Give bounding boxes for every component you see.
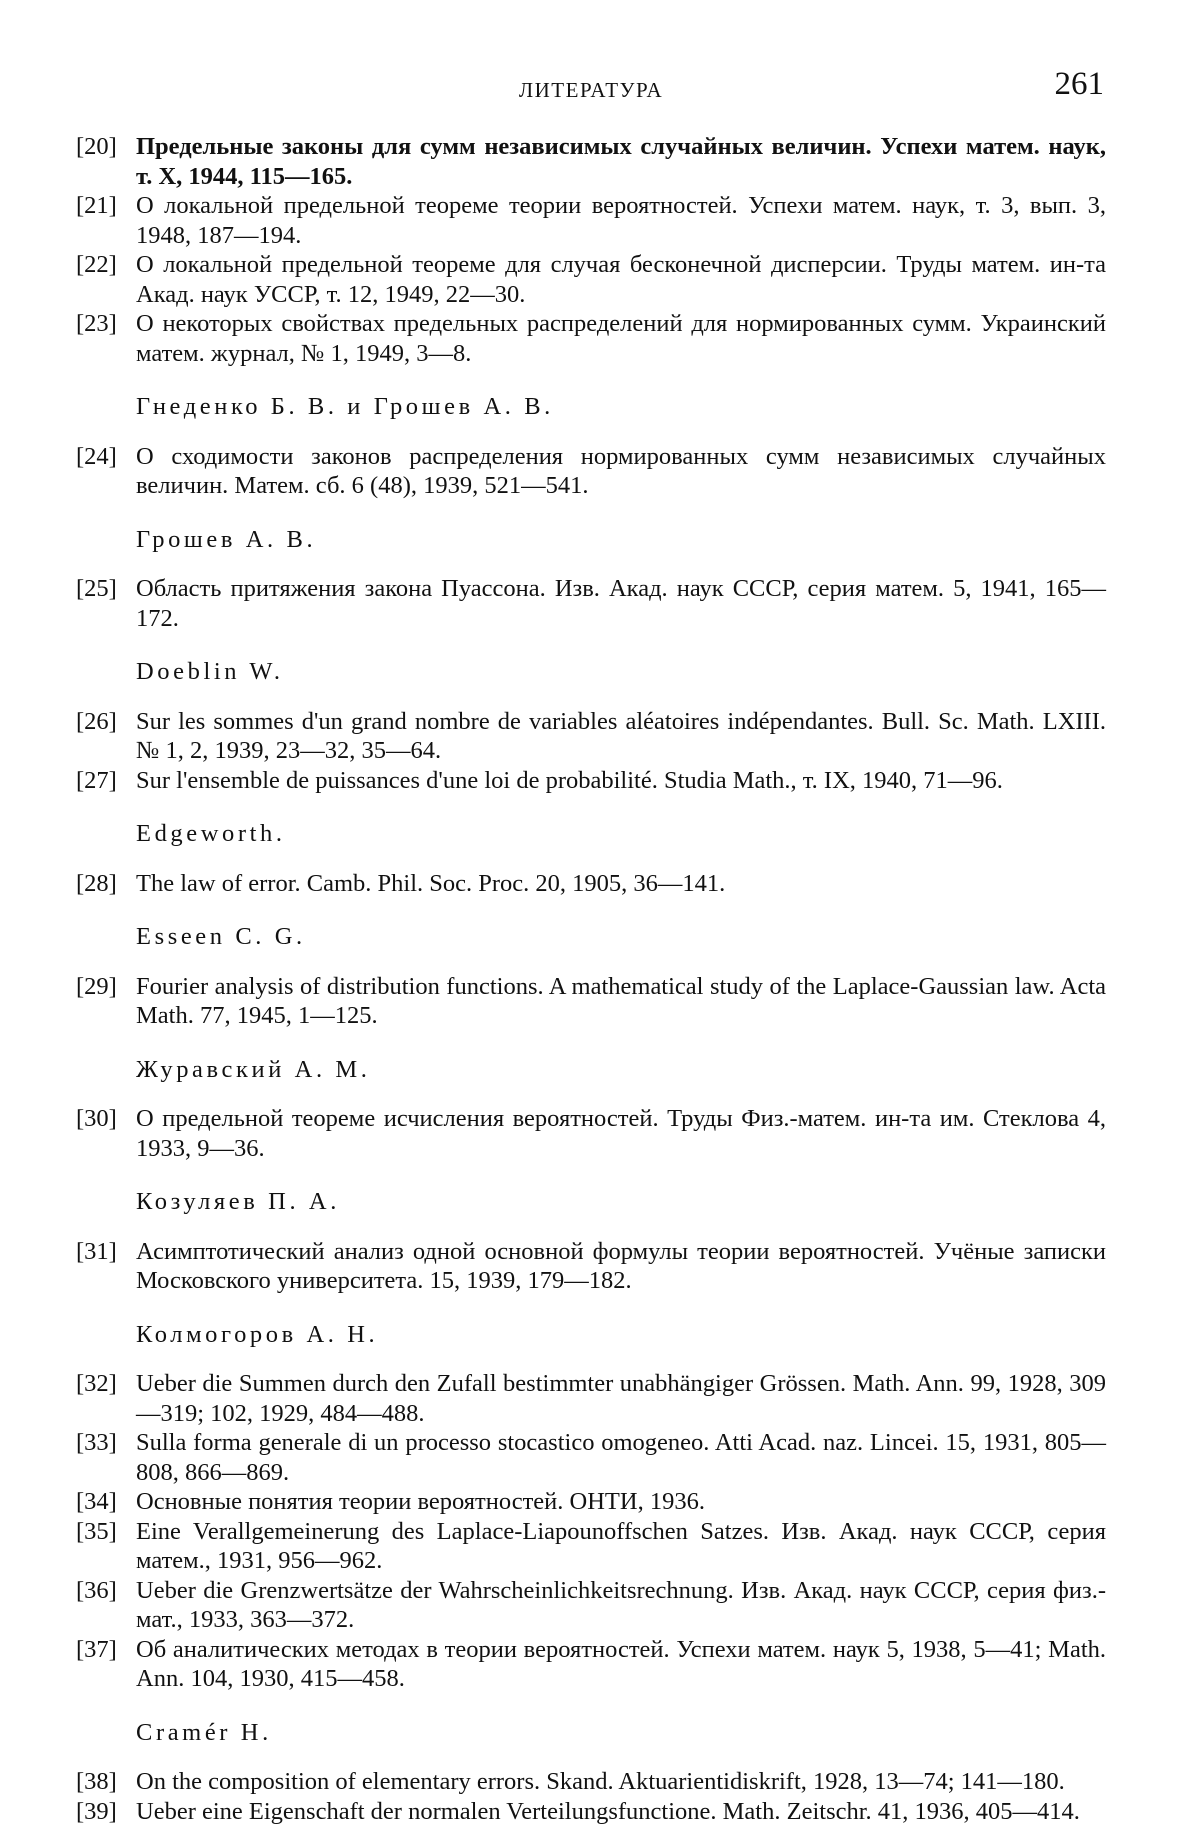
reference-number: [25] xyxy=(76,574,117,604)
book-page xyxy=(76,62,1106,1826)
reference-text: О сходимости законов распределения нормированных сумм независимых случайных величин. Матем. сб. 6 (48), 1939, 521—541. xyxy=(136,443,1106,500)
reference-text: Основные понятия теории вероятностей. ОНТИ, 1936. xyxy=(136,1488,705,1515)
author-heading: Козуляев П. А. xyxy=(76,1187,1106,1217)
reference-entry xyxy=(76,1517,1106,1576)
bibliography-list xyxy=(76,132,1106,1826)
reference-entry xyxy=(76,191,1106,250)
author-heading: Edgeworth. xyxy=(76,819,1106,849)
reference-text: Sulla forma generale di un processo stocastico omogeneo. Atti Acad. naz. Lincei. 15, 1931, 805—808, 866—869. xyxy=(136,1429,1106,1486)
running-title: ЛИТЕРАТУРА xyxy=(76,78,1106,103)
reference-number: [28] xyxy=(76,869,117,899)
reference-text: Область притяжения закона Пуассона. Изв. Акад. наук СССР, серия матем. 5, 1941, 165—172. xyxy=(136,575,1106,632)
reference-text: The law of error. Camb. Phil. Soc. Proc. 20, 1905, 36—141. xyxy=(136,870,725,897)
author-heading: Esseen C. G. xyxy=(76,922,1106,952)
author-heading: Гнеденко Б. В. и Грошев А. В. xyxy=(76,392,1106,422)
reference-entry xyxy=(76,309,1106,368)
reference-number: [36] xyxy=(76,1576,117,1606)
reference-number: [20] xyxy=(76,132,117,162)
reference-text: О предельной теореме исчисления вероятностей. Труды Физ.-матем. ин-та им. Стеклова 4, 1933, 9—36. xyxy=(136,1105,1106,1162)
reference-entry xyxy=(76,132,1106,191)
reference-text: On the composition of elementary errors. Skand. Aktuarientidiskrift, 1928, 13—74; 141—180. xyxy=(136,1768,1065,1795)
reference-number: [30] xyxy=(76,1104,117,1134)
reference-entry xyxy=(76,1797,1106,1826)
reference-text: Асимптотический анализ одной основной формулы теории вероятностей. Учёные записки Московского университета. 15, 1939, 179—182. xyxy=(136,1238,1106,1295)
reference-number: [21] xyxy=(76,191,117,221)
reference-text: Предельные законы для сумм независимых случайных величин. Успехи матем. наук, т. X, 1944, 115—165. xyxy=(136,133,1106,190)
reference-entry xyxy=(76,1428,1106,1487)
reference-entry xyxy=(76,574,1106,633)
reference-number: [38] xyxy=(76,1767,117,1797)
reference-number: [29] xyxy=(76,972,117,1002)
reference-entry xyxy=(76,972,1106,1031)
reference-text: Об аналитических методах в теории вероятностей. Успехи матем. наук 5, 1938, 5—41; Math. Ann. 104, 1930, 415—458. xyxy=(136,1636,1106,1693)
reference-entry xyxy=(76,1576,1106,1635)
reference-number: [32] xyxy=(76,1369,117,1399)
reference-number: [22] xyxy=(76,250,117,280)
page-header xyxy=(76,62,1106,116)
author-heading: Doeblin W. xyxy=(76,657,1106,687)
reference-text: Sur l'ensemble de puissances d'une loi de probabilité. Studia Math., т. IX, 1940, 71—96. xyxy=(136,767,1003,794)
reference-text: О локальной предельной теореме теории вероятностей. Успехи матем. наук, т. 3, вып. 3, 1948, 187—194. xyxy=(136,192,1106,249)
reference-text: Ueber eine Eigenschaft der normalen Verteilungsfunctione. Math. Zeitschr. 41, 1936, 405—414. xyxy=(136,1798,1080,1825)
reference-number: [37] xyxy=(76,1635,117,1665)
author-heading: Грошев А. В. xyxy=(76,525,1106,555)
reference-text: Fourier analysis of distribution functions. A mathematical study of the Laplace-Gaussian law. Acta Math. 77, 1945, 1—125. xyxy=(136,973,1106,1030)
reference-text: Ueber die Grenzwertsätze der Wahrscheinlichkeitsrechnung. Изв. Акад. наук СССР, серия физ.-мат., 1933, 363—372. xyxy=(136,1577,1106,1634)
reference-entry xyxy=(76,1369,1106,1428)
reference-entry xyxy=(76,766,1106,796)
reference-entry xyxy=(76,1104,1106,1163)
reference-entry xyxy=(76,869,1106,899)
reference-number: [24] xyxy=(76,442,117,472)
reference-entry xyxy=(76,1237,1106,1296)
reference-number: [27] xyxy=(76,766,117,796)
reference-text: Ueber die Summen durch den Zufall bestimmter unabhängiger Grössen. Math. Ann. 99, 1928, 309—319; 102, 1929, 484—488. xyxy=(136,1370,1106,1427)
page-number: 261 xyxy=(1055,66,1105,103)
reference-entry xyxy=(76,707,1106,766)
reference-entry xyxy=(76,250,1106,309)
reference-number: [34] xyxy=(76,1487,117,1517)
reference-entry xyxy=(76,1487,1106,1517)
reference-number: [35] xyxy=(76,1517,117,1547)
author-heading: Колмогоров А. Н. xyxy=(76,1320,1106,1350)
reference-text: О некоторых свойствах предельных распределений для нормированных сумм. Украинский матем. журнал, № 1, 1949, 3—8. xyxy=(136,310,1106,367)
reference-number: [23] xyxy=(76,309,117,339)
reference-number: [39] xyxy=(76,1797,117,1826)
reference-number: [31] xyxy=(76,1237,117,1267)
reference-text: Sur les sommes d'un grand nombre de variables aléatoires indépendantes. Bull. Sc. Math. LXIII. № 1, 2, 1939, 23—32, 35—64. xyxy=(136,708,1106,765)
reference-entry xyxy=(76,442,1106,501)
reference-number: [33] xyxy=(76,1428,117,1458)
reference-entry xyxy=(76,1767,1106,1797)
reference-text: О локальной предельной теореме для случая бесконечной дисперсии. Труды матем. ин-та Акад. наук УССР, т. 12, 1949, 22—30. xyxy=(136,251,1106,308)
reference-number: [26] xyxy=(76,707,117,737)
reference-text: Eine Verallgemeinerung des Laplace-Liapounoffschen Satzes. Изв. Акад. наук СССР, серия матем., 1931, 956—962. xyxy=(136,1518,1106,1575)
author-heading: Cramér H. xyxy=(76,1718,1106,1748)
reference-entry xyxy=(76,1635,1106,1694)
author-heading: Журавский А. М. xyxy=(76,1055,1106,1085)
